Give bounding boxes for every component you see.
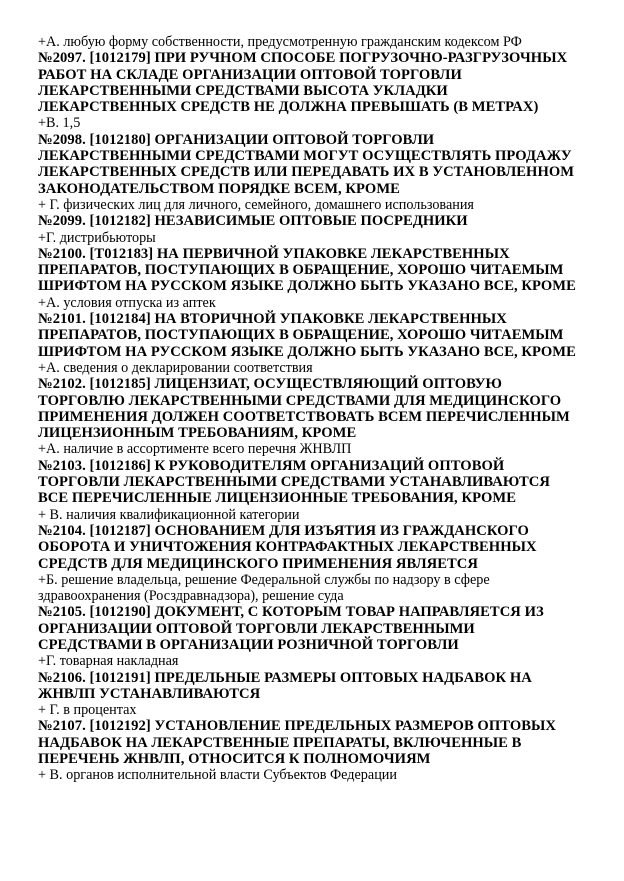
answer-line: +В. 1,5: [38, 115, 81, 132]
question-line: №2106. [1012191] ПРЕДЕЛЬНЫЕ РАЗМЕРЫ ОПТОВЫХ НАДБАВОК НА: [38, 669, 532, 686]
answer-line: +Г. дистрибьюторы: [38, 229, 156, 246]
question-line: №2107. [1012192] УСТАНОВЛЕНИЕ ПРЕДЕЛЬНЫХ РАЗМЕРОВ ОПТОВЫХ: [38, 718, 556, 735]
question-line: ПРИМЕНЕНИЯ ДОЛЖЕН СООТВЕТСТВОВАТЬ ВСЕМ ПЕРЕЧИСЛЕННЫМ: [38, 408, 570, 425]
answer-line: +Б. решение владельца, решение Федеральной службы по надзору в сфере: [38, 571, 490, 588]
answer-line: + Г. физических лиц для личного, семейного, домашнего использования: [38, 196, 474, 213]
question-line: СРЕДСТВ ДЛЯ МЕДИЦИНСКОГО ПРИМЕНЕНИЯ ЯВЛЯЕТСЯ: [38, 555, 478, 572]
question-line: ШРИФТОМ НА РУССКОМ ЯЗЫКЕ ДОЛЖНО БЫТЬ УКАЗАНО ВСЕ, КРОМЕ: [38, 343, 576, 360]
question-line: ЛЕКАРСТВЕННЫХ СРЕДСТВ ИЛИ ПЕРЕДАВАТЬ ИХ В УСТАНОВЛЕННОМ: [38, 164, 575, 181]
question-line: ЛЕКАРСТВЕННЫМИ СРЕДСТВАМИ МОГУТ ОСУЩЕСТВЛЯТЬ ПРОДАЖУ: [38, 148, 572, 165]
question-line: ОБОРОТА И УНИЧТОЖЕНИЯ КОНТРАФАКТНЫХ ЛЕКАРСТВЕННЫХ: [38, 539, 537, 556]
question-line: ЛЕКАРСТВЕННЫХ СРЕДСТВ НЕ ДОЛЖНА ПРЕВЫШАТЬ (В МЕТРАХ): [38, 99, 539, 116]
question-line: РАБОТ НА СКЛАДЕ ОРГАНИЗАЦИИ ОПТОВОЙ ТОРГОВЛИ: [38, 66, 462, 83]
question-line: №2103. [1012186] К РУКОВОДИТЕЛЯМ ОРГАНИЗАЦИЙ ОПТОВОЙ: [38, 457, 505, 474]
question-line: НАДБАВОК НА ЛЕКАРСТВЕННЫЕ ПРЕПАРАТЫ, ВКЛЮЧЕННЫЕ В: [38, 734, 522, 751]
question-line: ЖНВЛП УСТАНАВЛИВАЮТСЯ: [38, 685, 261, 702]
answer-line: +А. условия отпуска из аптек: [38, 294, 216, 311]
answer-line: +А. любую форму собственности, предусмотренную гражданским кодексом РФ: [38, 34, 522, 50]
question-line: ПРЕПАРАТОВ, ПОСТУПАЮЩИХ В ОБРАЩЕНИЕ, ХОРОШО ЧИТАЕМЫМ: [38, 327, 564, 344]
question-line: №2102. [1012185] ЛИЦЕНЗИАТ, ОСУЩЕСТВЛЯЮЩИЙ ОПТОВУЮ: [38, 376, 502, 393]
question-line: ЛИЦЕНЗИОННЫМ ТРЕБОВАНИЯМ, КРОМЕ: [38, 425, 357, 442]
question-line: ЛЕКАРСТВЕННЫМИ СРЕДСТВАМИ ВЫСОТА УКЛАДКИ: [38, 82, 448, 99]
question-line: №2100. [T012183] НА ПЕРВИЧНОЙ УПАКОВКЕ ЛЕКАРСТВЕННЫХ: [38, 245, 510, 262]
question-line: ШРИФТОМ НА РУССКОМ ЯЗЫКЕ ДОЛЖНО БЫТЬ УКАЗАНО ВСЕ, КРОМЕ: [38, 278, 576, 295]
question-line: ПРЕПАРАТОВ, ПОСТУПАЮЩИХ В ОБРАЩЕНИЕ, ХОРОШО ЧИТАЕМЫМ: [38, 262, 564, 279]
question-line: №2101. [1012184] НА ВТОРИЧНОЙ УПАКОВКЕ ЛЕКАРСТВЕННЫХ: [38, 311, 507, 328]
answer-line: +Г. товарная накладная: [38, 653, 179, 670]
question-line: ОРГАНИЗАЦИИ ОПТОВОЙ ТОРГОВЛИ ЛЕКАРСТВЕННЫМИ: [38, 620, 475, 637]
answer-line: +А. сведения о декларировании соответствия: [38, 359, 313, 376]
question-line: №2105. [1012190] ДОКУМЕНТ, С КОТОРЫМ ТОВАР НАПРАВЛЯЕТСЯ ИЗ: [38, 604, 544, 621]
answer-line: + Г. в процентах: [38, 702, 137, 719]
question-line: ВСЕ ПЕРЕЧИСЛЕННЫЕ ЛИЦЕНЗИОННЫЕ ТРЕБОВАНИЯ, КРОМЕ: [38, 490, 516, 507]
question-line: №2098. [1012180] ОРГАНИЗАЦИИ ОПТОВОЙ ТОРГОВЛИ: [38, 131, 435, 148]
answer-line: + В. органов исполнительной власти Субъектов Федерации: [38, 767, 397, 784]
question-line: №2099. [1012182] НЕЗАВИСИМЫЕ ОПТОВЫЕ ПОСРЕДНИКИ: [38, 213, 468, 230]
question-line: ТОРГОВЛИ ЛЕКАРСТВЕННЫМИ СРЕДСТВАМИ УСТАНАВЛИВАЮТСЯ: [38, 474, 550, 491]
answer-line: +А. наличие в ассортименте всего перечня ЖНВЛП: [38, 441, 352, 458]
document-text-body: [38, 34, 576, 784]
question-line: ТОРГОВЛЮ ЛЕКАРСТВЕННЫМИ СРЕДСТВАМИ ДЛЯ МЕДИЦИНСКОГО: [38, 392, 562, 409]
question-line: ЗАКОНОДАТЕЛЬСТВОМ ПОРЯДКЕ ВСЕМ, КРОМЕ: [38, 180, 400, 197]
answer-line: здравоохранения (Росздравнадзора), решение суда: [38, 588, 344, 605]
question-line: СРЕДСТВАМИ В ОРГАНИЗАЦИИ РОЗНИЧНОЙ ТОРГОВЛИ: [38, 636, 459, 653]
question-line: №2097. [1012179] ПРИ РУЧНОМ СПОСОБЕ ПОГРУЗОЧНО-РАЗГРУЗОЧНЫХ: [38, 50, 568, 67]
answer-line: + В. наличия квалификационной категории: [38, 506, 300, 523]
question-line: №2104. [1012187] ОСНОВАНИЕМ ДЛЯ ИЗЪЯТИЯ ИЗ ГРАЖДАНСКОГО: [38, 522, 529, 539]
question-line: ПЕРЕЧЕНЬ ЖНВЛП, ОТНОСИТСЯ К ПОЛНОМОЧИЯМ: [38, 751, 431, 768]
